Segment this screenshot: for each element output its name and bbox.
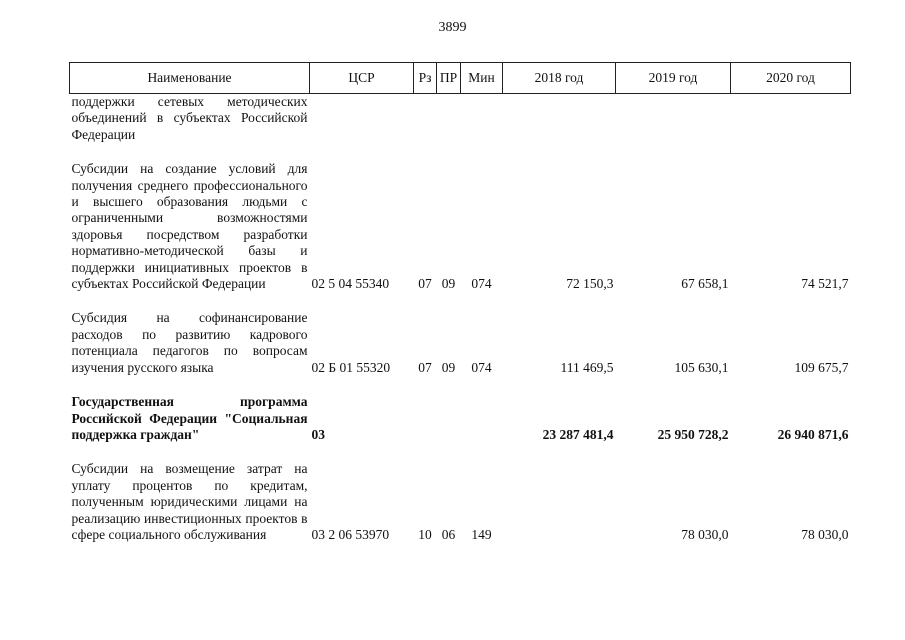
row-name: поддержки сетевых методических объединений в субъектах Российской Федерации xyxy=(71,94,308,142)
row-2019 xyxy=(616,94,731,144)
header-csr: ЦСР xyxy=(310,63,414,94)
table-row xyxy=(70,310,851,376)
row-name: Субсидия на софинансирование расходов по развитию кадрового потенциала педагогов по вопросам изучения русского языка xyxy=(71,310,308,375)
row-2018: 23 287 481,4 xyxy=(542,426,614,442)
row-2020: 26 940 871,6 xyxy=(777,426,849,442)
table-row xyxy=(70,461,851,543)
row-spacer xyxy=(70,443,851,461)
table-row xyxy=(70,94,851,144)
row-2020 xyxy=(731,94,851,144)
row-2018 xyxy=(503,461,616,543)
row-pr xyxy=(437,394,461,443)
row-csr: 02 Б 01 55320 xyxy=(311,359,391,375)
row-2018: 72 150,3 xyxy=(566,276,614,292)
row-pr xyxy=(437,94,461,144)
row-rz: 07 xyxy=(418,359,432,375)
header-pr: ПР xyxy=(437,63,461,94)
row-min: 149 xyxy=(471,526,492,542)
table-header-row xyxy=(70,63,851,94)
row-min: 074 xyxy=(471,359,492,375)
row-spacer xyxy=(70,292,851,310)
row-min: 074 xyxy=(471,276,492,292)
header-2018: 2018 год xyxy=(503,63,616,94)
row-name: Государственная программа Российской Федерации "Социальная поддержка граждан" xyxy=(71,394,308,442)
header-name: Наименование xyxy=(70,63,310,94)
row-2020: 74 521,7 xyxy=(801,276,849,292)
row-name: Субсидии на возмещение затрат на уплату процентов по кредитам, полученным юридическими лицами на реализацию инвестиционных проектов в сфере социального обслуживания xyxy=(71,461,308,542)
row-spacer xyxy=(70,143,851,161)
page-number: 3899 xyxy=(438,20,467,35)
row-name: Субсидии на создание условий для получения среднего профессионального и высшего образования людьми с ограниченными возможностями здоровья посредством разработки нормативно-методической базы и поддержки инициативных проектов в субъектах Российской Федерации xyxy=(71,161,308,292)
row-2019: 105 630,1 xyxy=(674,359,729,375)
table-row xyxy=(70,161,851,292)
row-min xyxy=(461,394,503,443)
row-2019: 67 658,1 xyxy=(681,276,729,292)
row-rz xyxy=(414,94,437,144)
header-2019: 2019 год xyxy=(616,63,731,94)
row-spacer xyxy=(70,376,851,394)
row-2020: 109 675,7 xyxy=(794,359,849,375)
row-min xyxy=(461,94,503,144)
row-2020: 78 030,0 xyxy=(801,526,849,542)
row-csr xyxy=(310,94,414,144)
row-csr: 02 5 04 55340 xyxy=(311,276,390,292)
row-2019: 78 030,0 xyxy=(681,526,729,542)
header-rz: Рз xyxy=(414,63,437,94)
row-pr: 09 xyxy=(441,359,456,375)
row-csr: 03 xyxy=(311,426,325,442)
row-rz xyxy=(414,394,437,443)
row-2018 xyxy=(503,94,616,144)
row-2019: 25 950 728,2 xyxy=(657,426,729,442)
budget-table xyxy=(69,62,851,543)
row-rz: 07 xyxy=(418,276,432,292)
row-pr: 06 xyxy=(441,526,456,542)
header-2020: 2020 год xyxy=(731,63,851,94)
row-2018: 111 469,5 xyxy=(560,359,614,375)
row-pr: 09 xyxy=(441,276,456,292)
table-row-program xyxy=(70,394,851,443)
header-min: Мин xyxy=(461,63,503,94)
row-csr: 03 2 06 53970 xyxy=(311,526,390,542)
row-rz: 10 xyxy=(418,526,432,542)
